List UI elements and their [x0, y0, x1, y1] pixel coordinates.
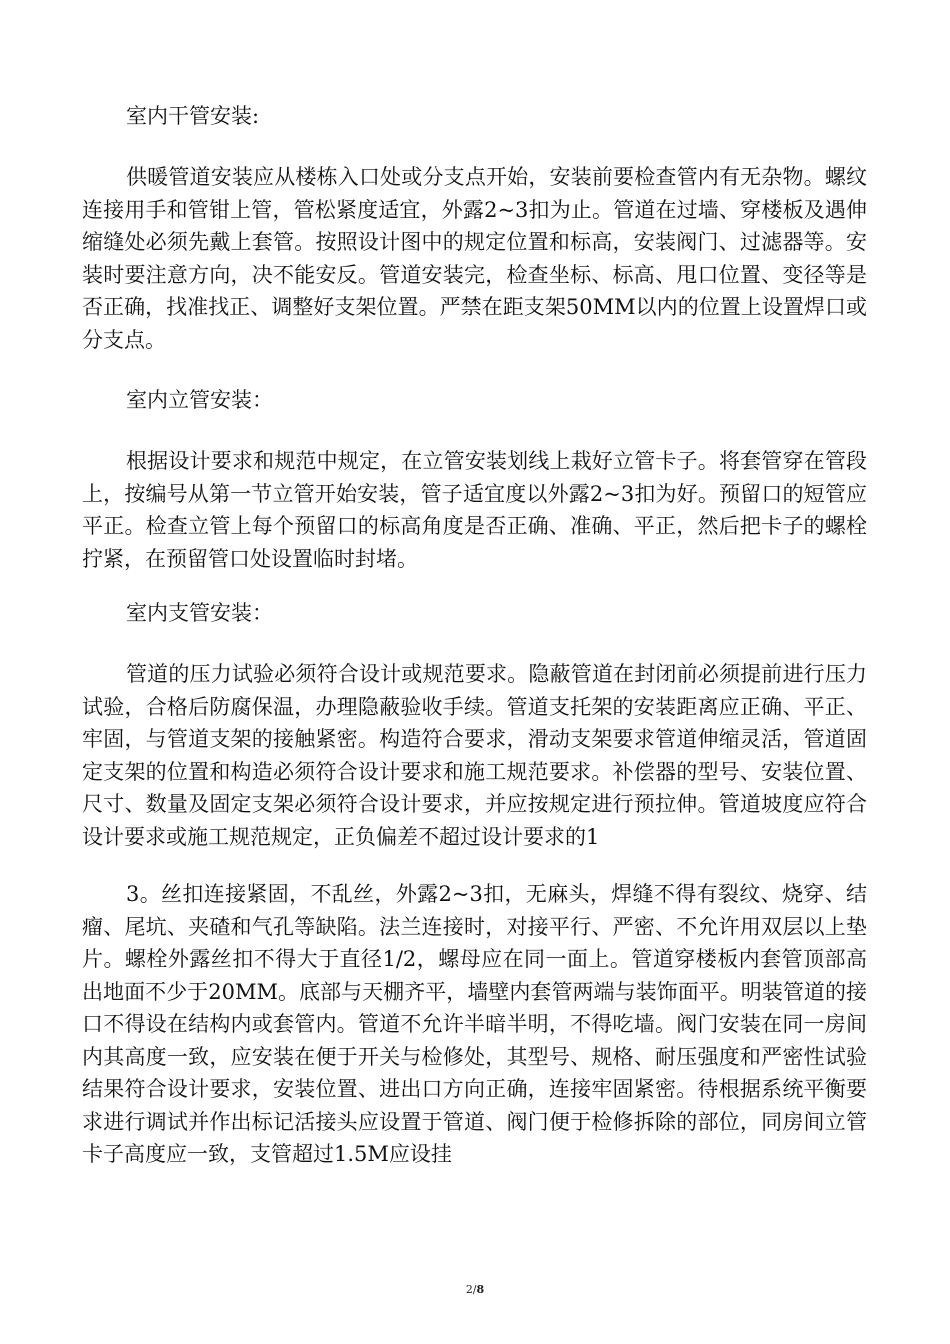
paragraph-continuation: 3。丝扣连接紧固，不乱丝，外露2~3扣，无麻头，焊缝不得有裂纹、烧穿、结瘤、尾坑、夹碴和气孔等缺陷。法兰连接时，对接平行、严密、不允许用双层以上垫片。螺栓外露丝扣不得大于直径1/2，螺母应在同一面上。管道穿楼板内套管顶部高出地面不少于20MM。底部与天棚齐平，墙壁内套管两端与装饰面平。明装管道的接口不得设在结构内或套管内。管道不允许半暗半明，不得吃墙。阀门安装在同一房间内其高度一致，应安装在便于开关与检修处，其型号、规格、耐压强度和严密性试验结果符合设计要求，安装位置、进出口方向正确，连接牢固紧密。待根据系统平衡要求进行调试并作出标记活接头应设置于管道、阀门便于检修拆除的部位，同房间立管卡子高度应一致，支管超过1.5M应设挂 [82, 882, 867, 1166]
page-number [0, 1283, 950, 1297]
paragraph-riser: 根据设计要求和规范中规定，在立管安装划线上栽好立管卡子。将套管穿在管段上，按编号从第一节立管开始安装，管子适宜度以外露2~3扣为好。预留口的短管应平正。检查立管上每个预留口的标高角度是否正确、准确、平正，然后把卡子的螺栓拧紧，在预留管口处设置临时封堵。 [82, 449, 867, 571]
section-heading-main-pipe: 室内干管安装: [126, 104, 260, 128]
document-body [82, 100, 867, 1171]
section-heading-branch: 室内支管安装： [126, 601, 273, 625]
paragraph-main-pipe: 供暖管道安装应从楼栋入口处或分支点开始，安装前要检查管内有无杂物。螺纹连接用手和管钳上管，管松紧度适宜，外露2~3扣为止。管道在过墙、穿楼板及遇伸缩缝处必须先戴上套管。按照设计图中的规定位置和标高，安装阀门、过滤器等。安装时要注意方向，决不能安反。管道安装完，检查坐标、标高、甩口位置、变径等是否正确，找准找正、调整好支架位置。严禁在距支架50MM以内的位置上设置焊口或分支点。 [82, 165, 867, 352]
page-number-current: 2/ [465, 1283, 477, 1296]
paragraph-branch: 管道的压力试验必须符合设计或规范要求。隐蔽管道在封闭前必须提前进行压力试验，合格后防腐保温，办理隐蔽验收手续。管道支托架的安装距离应正确、平正、牢固，与管道支架的接触紧密。构造符合要求，滑动支架要求管道伸缩灵活，管道固定支架的位置和构造必须符合设计要求和施工规范要求。补偿器的型号、安装位置、尺寸、数量及固定支架必须符合设计要求，并应按规定进行预拉伸。管道坡度应符合设计要求或施工规范规定，正负偏差不超过设计要求的1 [82, 662, 867, 849]
section-heading-riser: 室内立管安装： [126, 388, 273, 412]
page-number-total: 8 [476, 1283, 485, 1296]
